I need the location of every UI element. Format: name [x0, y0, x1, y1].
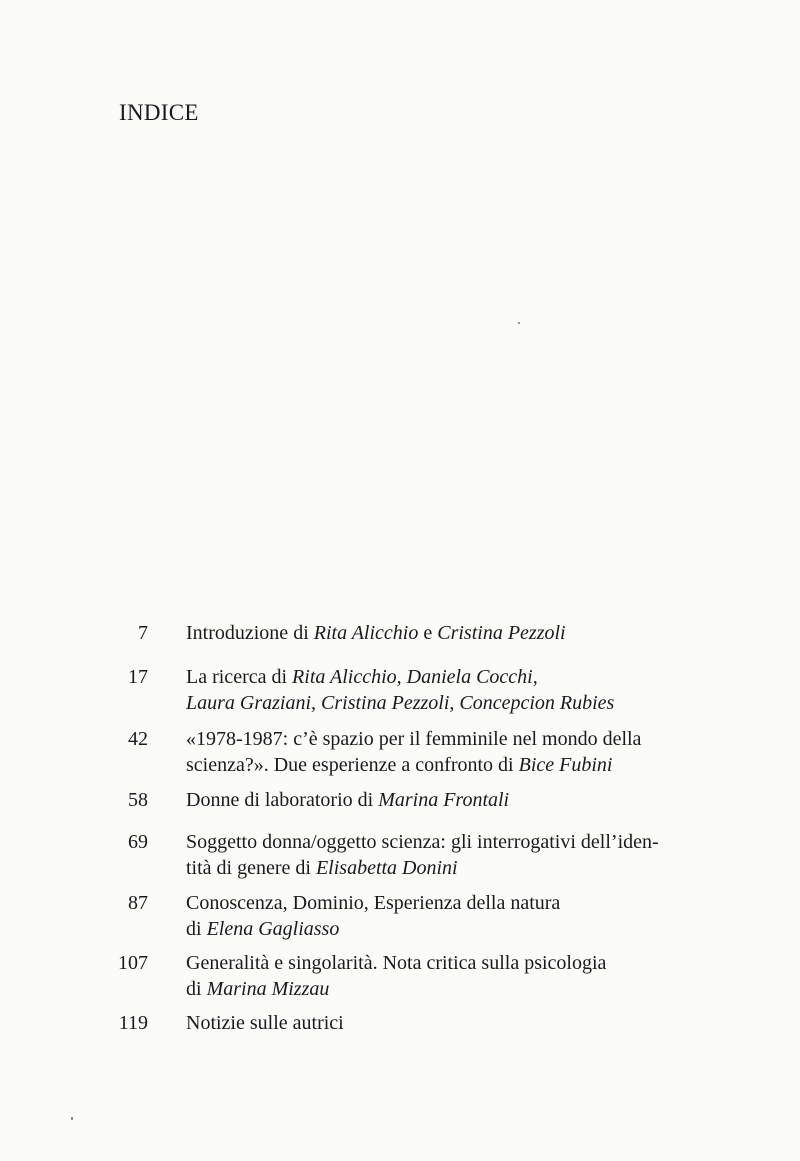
author-name: Rita Alicchio — [313, 622, 419, 644]
page-title: INDICE — [119, 100, 199, 125]
author-name: Marina Mizzau — [206, 978, 330, 1000]
toc-page-number: 87 — [128, 892, 148, 914]
toc-page-number: 7 — [138, 622, 148, 644]
toc-entry-text — [186, 620, 686, 646]
toc-page-number: 107 — [118, 952, 148, 974]
toc-entry-line — [186, 787, 686, 813]
toc-entry-text — [186, 890, 686, 942]
paper-speck — [71, 1117, 73, 1120]
title-text: di — [186, 918, 207, 940]
title-text: Notizie sulle autrici — [186, 1012, 344, 1034]
title-text: Conoscenza, Dominio, Esperienza della natura — [186, 892, 561, 914]
toc-entry-line — [186, 752, 686, 778]
author-name: Marina Frontali — [378, 789, 510, 811]
toc-entry-line — [186, 726, 686, 752]
title-text: La ricerca di — [186, 666, 293, 688]
toc-page-number: 58 — [128, 789, 148, 811]
author-name: Laura Graziani, Cristina Pezzoli, Concepcion Rubies — [186, 692, 615, 714]
author-name: Elena Gagliasso — [206, 918, 340, 940]
title-text: e — [418, 622, 438, 644]
title-text: Introduzione di — [186, 622, 314, 644]
toc-entry-line — [186, 620, 686, 646]
author-name: Elisabetta Donini — [315, 857, 458, 879]
author-name: Cristina Pezzoli — [437, 622, 566, 644]
toc-entry-line — [186, 890, 686, 916]
toc-entry-line — [186, 950, 686, 976]
toc-entry-line — [186, 690, 686, 716]
title-text: Donne di laboratorio di — [186, 789, 379, 811]
toc-entry-text — [186, 787, 686, 813]
toc-entry-line — [186, 916, 686, 942]
title-text: tità di genere di — [186, 857, 316, 879]
title-text: di — [186, 978, 207, 1000]
toc-entry-line — [186, 855, 686, 881]
toc-entry-text — [186, 726, 686, 778]
author-name: Bice Fubini — [518, 754, 613, 776]
toc-page-number: 17 — [128, 666, 148, 688]
title-text: Soggetto donna/oggetto scienza: gli interrogativi dell’iden- — [186, 831, 659, 853]
toc-page-number: 119 — [118, 1012, 148, 1034]
toc-page-number: 69 — [128, 831, 148, 853]
toc-entry-text — [186, 950, 686, 1002]
toc-entry-text — [186, 664, 686, 716]
toc-entry-line — [186, 664, 686, 690]
title-text: scienza?». Due esperienze a confronto di — [186, 754, 519, 776]
author-name: Rita Alicchio, Daniela Cocchi, — [292, 666, 538, 688]
toc-entry-text — [186, 1010, 686, 1036]
toc-entry-text — [186, 829, 686, 881]
title-text: «1978-1987: c’è spazio per il femminile nel mondo della — [186, 728, 642, 750]
toc-entry-line — [186, 829, 686, 855]
toc-entry-line — [186, 976, 686, 1002]
toc-entry-line — [186, 1010, 686, 1036]
toc-page-number: 42 — [128, 728, 148, 750]
paper-speck — [518, 322, 520, 324]
title-text: Generalità e singolarità. Nota critica sulla psicologia — [186, 952, 607, 974]
